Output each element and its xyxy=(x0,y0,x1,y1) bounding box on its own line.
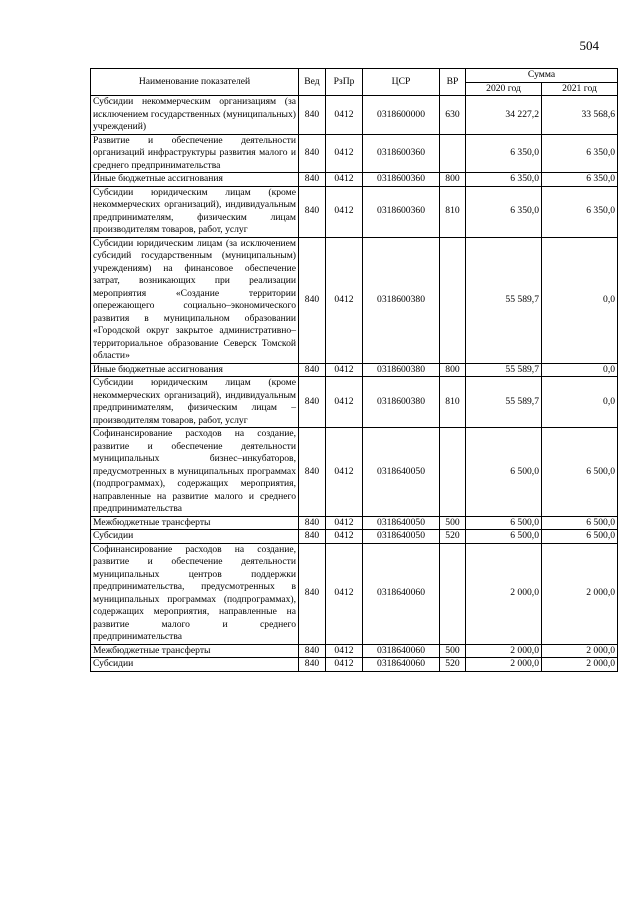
table-row xyxy=(91,96,618,135)
header-rzpr: РзПр xyxy=(326,69,363,96)
row-sum-2020: 6 500,0 xyxy=(466,530,542,544)
table-row xyxy=(91,543,618,644)
row-sum-2021: 6 500,0 xyxy=(542,428,618,517)
table-row xyxy=(91,237,618,363)
row-csr: 0318640060 xyxy=(363,644,440,658)
table-row xyxy=(91,530,618,544)
row-rzpr: 0412 xyxy=(326,173,363,187)
row-rzpr: 0412 xyxy=(326,543,363,644)
row-csr: 0318640060 xyxy=(363,543,440,644)
header-vr: ВР xyxy=(440,69,466,96)
table-row xyxy=(91,186,618,237)
header-year-2020: 2020 год xyxy=(466,82,542,96)
row-rzpr: 0412 xyxy=(326,96,363,135)
table-row xyxy=(91,363,618,377)
table-row xyxy=(91,173,618,187)
row-vr: 520 xyxy=(440,658,466,672)
row-name: Развитие и обеспечение деятельности организаций инфраструктуры развития малого и среднего предпринимательства xyxy=(91,134,299,173)
row-name: Субсидии некоммерческим организациям (за исключением государственных (муниципальных) учреждений) xyxy=(91,96,299,135)
row-sum-2021: 0,0 xyxy=(542,377,618,428)
row-name: Субсидии xyxy=(91,658,299,672)
row-sum-2020: 2 000,0 xyxy=(466,658,542,672)
row-vr: 810 xyxy=(440,377,466,428)
table-row xyxy=(91,134,618,173)
row-ved: 840 xyxy=(299,543,326,644)
row-sum-2021: 6 350,0 xyxy=(542,134,618,173)
row-name: Межбюджетные трансферты xyxy=(91,644,299,658)
row-sum-2021: 6 350,0 xyxy=(542,173,618,187)
row-vr xyxy=(440,134,466,173)
row-vr: 500 xyxy=(440,516,466,530)
row-sum-2021: 2 000,0 xyxy=(542,644,618,658)
row-sum-2020: 2 000,0 xyxy=(466,644,542,658)
row-csr: 0318600380 xyxy=(363,377,440,428)
table-row xyxy=(91,658,618,672)
page-number: 504 xyxy=(579,38,599,53)
row-vr xyxy=(440,428,466,517)
row-sum-2021: 33 568,6 xyxy=(542,96,618,135)
row-rzpr: 0412 xyxy=(326,530,363,544)
row-rzpr: 0412 xyxy=(326,516,363,530)
row-name: Субсидии xyxy=(91,530,299,544)
row-vr: 520 xyxy=(440,530,466,544)
row-sum-2020: 6 500,0 xyxy=(466,516,542,530)
row-csr: 0318640060 xyxy=(363,658,440,672)
table-row xyxy=(91,377,618,428)
row-ved: 840 xyxy=(299,377,326,428)
row-vr xyxy=(440,543,466,644)
row-vr: 800 xyxy=(440,363,466,377)
table-header xyxy=(91,69,618,96)
row-ved: 840 xyxy=(299,428,326,517)
row-sum-2020: 6 350,0 xyxy=(466,173,542,187)
row-ved: 840 xyxy=(299,134,326,173)
row-rzpr: 0412 xyxy=(326,658,363,672)
row-name: Субсидии юридическим лицам (кроме некоммерческих организаций), индивидуальным предпринимателям, физическим лицам – производителям товаров, работ, услуг xyxy=(91,377,299,428)
row-name: Субсидии юридическим лицам (за исключением субсидий государственным (муниципальным) учреждениям) на финансовое обеспечение затрат, возникающих при реализации мероприятия «Создание территории опережающего социально–экономического развития в муниципальном образовании «Городской округ закрытое административно–территориальное образование Северск Томской области» xyxy=(91,237,299,363)
row-ved: 840 xyxy=(299,186,326,237)
row-sum-2020: 2 000,0 xyxy=(466,543,542,644)
row-name: Софинансирование расходов на создание, развитие и обеспечение деятельности муниципальных бизнес–инкубаторов, предусмотренных в муниципальных программах (подпрограммах), содержащих мероприятия, направленные на развитие малого и среднего предпринимательства xyxy=(91,428,299,517)
table-row xyxy=(91,428,618,517)
row-vr: 800 xyxy=(440,173,466,187)
table-body xyxy=(91,96,618,672)
row-rzpr: 0412 xyxy=(326,644,363,658)
header-sum: Сумма xyxy=(466,69,618,83)
table-row xyxy=(91,644,618,658)
row-csr: 0318640050 xyxy=(363,516,440,530)
row-sum-2021: 6 350,0 xyxy=(542,186,618,237)
row-ved: 840 xyxy=(299,237,326,363)
row-vr: 630 xyxy=(440,96,466,135)
row-ved: 840 xyxy=(299,96,326,135)
row-csr: 0318640050 xyxy=(363,530,440,544)
row-sum-2020: 34 227,2 xyxy=(466,96,542,135)
row-vr xyxy=(440,237,466,363)
row-rzpr: 0412 xyxy=(326,377,363,428)
row-sum-2020: 55 589,7 xyxy=(466,377,542,428)
row-sum-2020: 6 350,0 xyxy=(466,134,542,173)
row-vr: 810 xyxy=(440,186,466,237)
row-name: Субсидии юридическим лицам (кроме некоммерческих организаций), индивидуальным предпринимателям, физическим лицам производителям товаров, работ, услуг xyxy=(91,186,299,237)
row-ved: 840 xyxy=(299,173,326,187)
row-csr: 0318640050 xyxy=(363,428,440,517)
row-csr: 0318600360 xyxy=(363,173,440,187)
row-name: Иные бюджетные ассигнования xyxy=(91,363,299,377)
row-csr: 0318600380 xyxy=(363,237,440,363)
row-sum-2021: 0,0 xyxy=(542,363,618,377)
row-sum-2020: 6 350,0 xyxy=(466,186,542,237)
row-rzpr: 0412 xyxy=(326,363,363,377)
row-sum-2020: 55 589,7 xyxy=(466,363,542,377)
row-vr: 500 xyxy=(440,644,466,658)
row-sum-2020: 55 589,7 xyxy=(466,237,542,363)
row-rzpr: 0412 xyxy=(326,428,363,517)
row-name: Софинансирование расходов на создание, развитие и обеспечение деятельности муниципальных центров поддержки предпринимательства, предусмотренных в муниципальных программах (подпрограммах), содержащих мероприятия, направленные на развитие малого и среднего предпринимательства xyxy=(91,543,299,644)
row-ved: 840 xyxy=(299,530,326,544)
budget-table xyxy=(90,68,618,672)
row-csr: 0318600360 xyxy=(363,186,440,237)
row-name: Межбюджетные трансферты xyxy=(91,516,299,530)
row-sum-2021: 6 500,0 xyxy=(542,530,618,544)
row-sum-2021: 2 000,0 xyxy=(542,658,618,672)
row-rzpr: 0412 xyxy=(326,134,363,173)
row-ved: 840 xyxy=(299,658,326,672)
row-sum-2021: 0,0 xyxy=(542,237,618,363)
header-year-2021: 2021 год xyxy=(542,82,618,96)
header-name: Наименование показателей xyxy=(91,69,299,96)
row-csr: 0318600380 xyxy=(363,363,440,377)
row-rzpr: 0412 xyxy=(326,237,363,363)
row-name: Иные бюджетные ассигнования xyxy=(91,173,299,187)
row-csr: 0318600360 xyxy=(363,134,440,173)
row-sum-2021: 2 000,0 xyxy=(542,543,618,644)
row-sum-2021: 6 500,0 xyxy=(542,516,618,530)
row-ved: 840 xyxy=(299,363,326,377)
header-ved: Вед xyxy=(299,69,326,96)
row-rzpr: 0412 xyxy=(326,186,363,237)
row-sum-2020: 6 500,0 xyxy=(466,428,542,517)
row-ved: 840 xyxy=(299,644,326,658)
table-row xyxy=(91,516,618,530)
header-csr: ЦСР xyxy=(363,69,440,96)
row-csr: 0318600000 xyxy=(363,96,440,135)
row-ved: 840 xyxy=(299,516,326,530)
